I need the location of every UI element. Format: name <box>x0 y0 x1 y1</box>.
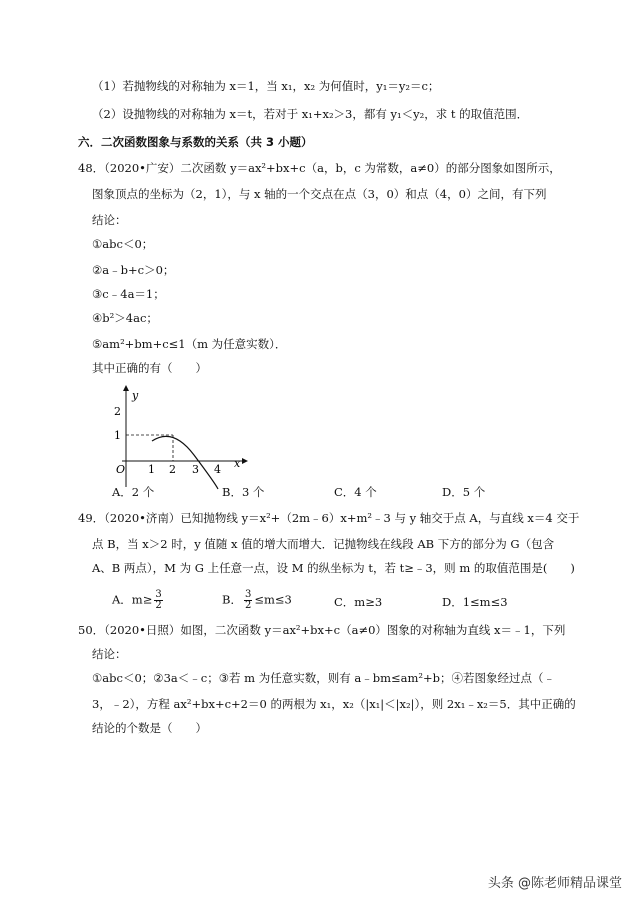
q48-conclusion-1: ①abc＜0； <box>92 237 154 251</box>
section-heading: 六．二次函数图象与系数的关系（共 3 小题） <box>78 135 313 149</box>
q49-option-b-label: B． <box>222 592 242 607</box>
q50-line-3: ①abc＜0；②3a＜﹣c；③若 m 为任意实数，则有 a﹣bm≤am²+b；④若图象经过点（﹣ <box>92 671 556 685</box>
q49-option-d[interactable]: D．1≤m≤3 <box>442 595 508 609</box>
q48-option-a[interactable]: A．2 个 <box>112 485 155 499</box>
q48-conclusion-2: ②a﹣b+c＞0； <box>92 263 175 277</box>
q48-conclusion-3: ③c﹣4a＝1； <box>92 287 165 301</box>
fraction-numerator: 3 <box>155 589 162 600</box>
question-part-2: （2）设抛物线的对称轴为 x＝t，若对于 x₁+x₂＞3，都有 y₁＜y₂，求 t 的取值范围． <box>92 107 529 121</box>
q48-line-1: 48．（2020•广安）二次函数 y＝ax²+bx+c（a，b，c 为常数，a≠0）的部分图象如图所示， <box>78 161 561 175</box>
y-axis-arrow <box>123 385 129 391</box>
q50-line-2: 结论： <box>92 647 127 661</box>
fraction-three-halves-a <box>154 590 162 611</box>
fraction-denominator: 2 <box>155 600 162 611</box>
q49-option-b[interactable] <box>222 590 292 611</box>
x-tick-4: 4 <box>214 463 221 476</box>
q48-option-d[interactable]: D．5 个 <box>442 485 486 499</box>
question-part-1: （1）若抛物线的对称轴为 x＝1，当 x₁，x₂ 为何值时，y₁＝y₂＝c； <box>92 79 440 93</box>
q48-option-b[interactable]: B．3 个 <box>222 485 265 499</box>
q49-option-a-text: A．m≥ <box>112 592 153 607</box>
x-axis-arrow <box>242 458 248 464</box>
q48-option-c[interactable]: C．4 个 <box>334 485 377 499</box>
q48-line-2: 图象顶点的坐标为（2，1），与 x 轴的一个交点在点（3，0）和点（4，0）之间，有下列 <box>92 187 547 201</box>
y-axis-label: y <box>132 389 139 402</box>
q49-option-c[interactable]: C．m≥3 <box>334 595 383 609</box>
x-tick-1: 1 <box>148 463 155 476</box>
y-tick-1: 1 <box>114 429 121 442</box>
q48-conclusion-4: ④b²＞4ac； <box>92 311 158 325</box>
x-axis-label: x <box>234 457 241 470</box>
fraction-numerator: 3 <box>244 589 252 600</box>
parabola-graph <box>110 383 250 491</box>
q50-line-4: 3，﹣2），方程 ax²+bx+c+2＝0 的两根为 x₁，x₂（|x₁|＜|x₂|），则 2x₁﹣x₂＝5．其中正确的 <box>92 697 576 711</box>
q48-conclusion-5: ⑤am²+bm+c≤1（m 为任意实数）． <box>92 337 287 351</box>
x-tick-3: 3 <box>192 463 199 476</box>
y-tick-2: 2 <box>114 405 121 418</box>
q50-line-5: 结论的个数是（ ） <box>92 721 207 735</box>
parabola-curve <box>152 436 218 489</box>
q48-line-3: 结论： <box>92 213 127 227</box>
q49-line-2: 点 B，当 x＞2 时，y 值随 x 值的增大而增大．记抛物线在线段 AB 下方的部分为 G（包含 <box>92 537 555 551</box>
origin-label: O <box>116 463 126 476</box>
q49-option-b-text: ≤m≤3 <box>254 592 292 607</box>
q49-line-3: A、B 两点），M 为 G 上任意一点，设 M 的纵坐标为 t，若 t≥﹣3，则 m 的取值范围是( ) <box>92 561 575 575</box>
q50-line-1: 50．（2020•日照）如图，二次函数 y＝ax²+bx+c（a≠0）图象的对称轴为直线 x＝﹣1，下列 <box>78 623 566 637</box>
x-tick-2: 2 <box>169 463 176 476</box>
q48-prompt: 其中正确的有（ ） <box>92 361 207 375</box>
fraction-three-halves-b <box>244 590 252 611</box>
q49-option-a[interactable] <box>112 590 165 611</box>
watermark: 头条 @陈老师精品课堂 <box>487 876 622 891</box>
fraction-denominator: 2 <box>244 600 252 611</box>
q49-line-1: 49．（2020•济南）已知抛物线 y＝x²+（2m﹣6）x+m²﹣3 与 y 轴交于点 A，与直线 x＝4 交于 <box>78 511 580 525</box>
